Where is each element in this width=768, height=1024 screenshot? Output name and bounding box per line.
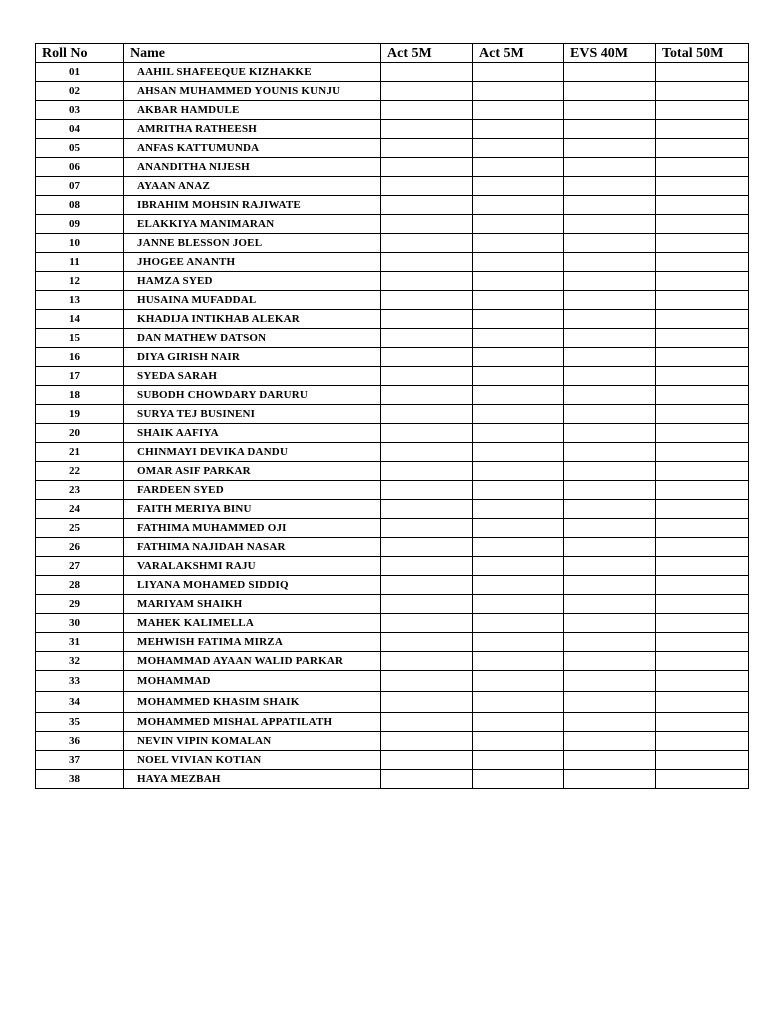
roll-number-cell: 34: [36, 692, 124, 713]
act-2-mark-cell: [473, 770, 564, 789]
table-row: [36, 272, 749, 291]
roll-number-cell: 04: [36, 120, 124, 139]
total-mark-cell: [656, 101, 749, 120]
evs-mark-cell: [564, 713, 656, 732]
table-row: [36, 329, 749, 348]
evs-mark-cell: [564, 177, 656, 196]
roll-number-cell: 37: [36, 751, 124, 770]
student-name-cell: NEVIN VIPIN KOMALAN: [124, 732, 381, 751]
act-2-mark-cell: [473, 120, 564, 139]
act-2-mark-cell: [473, 234, 564, 253]
student-name-cell: JHOGEE ANANTH: [124, 253, 381, 272]
header-evs: EVS 40M: [564, 44, 656, 63]
total-mark-cell: [656, 692, 749, 713]
table-row: [36, 633, 749, 652]
act-1-mark-cell: [381, 310, 473, 329]
act-2-mark-cell: [473, 633, 564, 652]
student-name-cell: AKBAR HAMDULE: [124, 101, 381, 120]
act-2-mark-cell: [473, 732, 564, 751]
student-name-cell: HAYA MEZBAH: [124, 770, 381, 789]
act-2-mark-cell: [473, 614, 564, 633]
evs-mark-cell: [564, 614, 656, 633]
evs-mark-cell: [564, 462, 656, 481]
act-2-mark-cell: [473, 158, 564, 177]
act-1-mark-cell: [381, 253, 473, 272]
act-2-mark-cell: [473, 557, 564, 576]
act-2-mark-cell: [473, 595, 564, 614]
act-2-mark-cell: [473, 272, 564, 291]
act-2-mark-cell: [473, 63, 564, 82]
act-1-mark-cell: [381, 367, 473, 386]
roll-number-cell: 05: [36, 139, 124, 158]
student-name-cell: VARALAKSHMI RAJU: [124, 557, 381, 576]
act-1-mark-cell: [381, 481, 473, 500]
roll-number-cell: 08: [36, 196, 124, 215]
student-name-cell: MEHWISH FATIMA MIRZA: [124, 633, 381, 652]
student-name-cell: MAHEK KALIMELLA: [124, 614, 381, 633]
act-2-mark-cell: [473, 310, 564, 329]
act-2-mark-cell: [473, 215, 564, 234]
student-name-cell: MARIYAM SHAIKH: [124, 595, 381, 614]
act-1-mark-cell: [381, 751, 473, 770]
student-name-cell: MOHAMMED MISHAL APPATILATH: [124, 713, 381, 732]
roll-number-cell: 27: [36, 557, 124, 576]
evs-mark-cell: [564, 215, 656, 234]
table-row: [36, 405, 749, 424]
act-2-mark-cell: [473, 652, 564, 671]
act-2-mark-cell: [473, 253, 564, 272]
evs-mark-cell: [564, 120, 656, 139]
evs-mark-cell: [564, 770, 656, 789]
act-1-mark-cell: [381, 63, 473, 82]
table-row: [36, 82, 749, 101]
total-mark-cell: [656, 158, 749, 177]
act-1-mark-cell: [381, 770, 473, 789]
roll-number-cell: 20: [36, 424, 124, 443]
student-name-cell: NOEL VIVIAN KOTIAN: [124, 751, 381, 770]
roll-number-cell: 02: [36, 82, 124, 101]
act-1-mark-cell: [381, 158, 473, 177]
total-mark-cell: [656, 538, 749, 557]
act-2-mark-cell: [473, 462, 564, 481]
act-1-mark-cell: [381, 500, 473, 519]
total-mark-cell: [656, 120, 749, 139]
total-mark-cell: [656, 63, 749, 82]
table-row: [36, 614, 749, 633]
act-2-mark-cell: [473, 101, 564, 120]
table-row: [36, 595, 749, 614]
total-mark-cell: [656, 633, 749, 652]
evs-mark-cell: [564, 386, 656, 405]
table-row: [36, 120, 749, 139]
roll-number-cell: 28: [36, 576, 124, 595]
total-mark-cell: [656, 424, 749, 443]
table-row: [36, 253, 749, 272]
evs-mark-cell: [564, 732, 656, 751]
act-2-mark-cell: [473, 386, 564, 405]
table-row: [36, 196, 749, 215]
evs-mark-cell: [564, 329, 656, 348]
roll-number-cell: 03: [36, 101, 124, 120]
roll-number-cell: 15: [36, 329, 124, 348]
total-mark-cell: [656, 770, 749, 789]
evs-mark-cell: [564, 291, 656, 310]
student-name-cell: SHAIK AAFIYA: [124, 424, 381, 443]
table-row: [36, 367, 749, 386]
table-row: [36, 310, 749, 329]
total-mark-cell: [656, 329, 749, 348]
roll-number-cell: 36: [36, 732, 124, 751]
table-row: [36, 63, 749, 82]
roll-number-cell: 11: [36, 253, 124, 272]
student-name-cell: AAHIL SHAFEEQUE KIZHAKKE: [124, 63, 381, 82]
evs-mark-cell: [564, 500, 656, 519]
act-2-mark-cell: [473, 751, 564, 770]
total-mark-cell: [656, 751, 749, 770]
student-name-cell: DAN MATHEW DATSON: [124, 329, 381, 348]
header-roll-no: Roll No: [36, 44, 124, 63]
evs-mark-cell: [564, 443, 656, 462]
roll-number-cell: 38: [36, 770, 124, 789]
roll-number-cell: 10: [36, 234, 124, 253]
student-name-cell: DIYA GIRISH NAIR: [124, 348, 381, 367]
student-name-cell: FATHIMA MUHAMMED OJI: [124, 519, 381, 538]
act-1-mark-cell: [381, 462, 473, 481]
act-2-mark-cell: [473, 692, 564, 713]
total-mark-cell: [656, 652, 749, 671]
total-mark-cell: [656, 348, 749, 367]
student-name-cell: IBRAHIM MOHSIN RAJIWATE: [124, 196, 381, 215]
total-mark-cell: [656, 367, 749, 386]
roll-number-cell: 31: [36, 633, 124, 652]
table-row: [36, 519, 749, 538]
act-1-mark-cell: [381, 692, 473, 713]
total-mark-cell: [656, 576, 749, 595]
total-mark-cell: [656, 671, 749, 692]
total-mark-cell: [656, 253, 749, 272]
student-name-cell: MOHAMMAD: [124, 671, 381, 692]
evs-mark-cell: [564, 139, 656, 158]
act-1-mark-cell: [381, 538, 473, 557]
evs-mark-cell: [564, 367, 656, 386]
act-1-mark-cell: [381, 557, 473, 576]
act-1-mark-cell: [381, 732, 473, 751]
table-row: [36, 751, 749, 770]
roll-number-cell: 35: [36, 713, 124, 732]
act-2-mark-cell: [473, 139, 564, 158]
evs-mark-cell: [564, 196, 656, 215]
student-name-cell: FAITH MERIYA BINU: [124, 500, 381, 519]
table-row: [36, 732, 749, 751]
table-row: [36, 158, 749, 177]
total-mark-cell: [656, 481, 749, 500]
header-act-2: Act 5M: [473, 44, 564, 63]
student-name-cell: AHSAN MUHAMMED YOUNIS KUNJU: [124, 82, 381, 101]
table-row: [36, 101, 749, 120]
table-row: [36, 348, 749, 367]
student-name-cell: HUSAINA MUFADDAL: [124, 291, 381, 310]
act-1-mark-cell: [381, 614, 473, 633]
roll-number-cell: 13: [36, 291, 124, 310]
act-2-mark-cell: [473, 291, 564, 310]
evs-mark-cell: [564, 519, 656, 538]
evs-mark-cell: [564, 82, 656, 101]
roll-number-cell: 30: [36, 614, 124, 633]
act-2-mark-cell: [473, 196, 564, 215]
table-row: [36, 576, 749, 595]
act-1-mark-cell: [381, 519, 473, 538]
total-mark-cell: [656, 272, 749, 291]
total-mark-cell: [656, 500, 749, 519]
act-1-mark-cell: [381, 424, 473, 443]
act-1-mark-cell: [381, 671, 473, 692]
table-row: [36, 462, 749, 481]
table-row: [36, 386, 749, 405]
evs-mark-cell: [564, 272, 656, 291]
act-1-mark-cell: [381, 177, 473, 196]
act-1-mark-cell: [381, 652, 473, 671]
act-2-mark-cell: [473, 538, 564, 557]
roll-number-cell: 06: [36, 158, 124, 177]
table-row: [36, 500, 749, 519]
total-mark-cell: [656, 177, 749, 196]
roll-number-cell: 24: [36, 500, 124, 519]
act-2-mark-cell: [473, 329, 564, 348]
act-1-mark-cell: [381, 215, 473, 234]
roll-number-cell: 12: [36, 272, 124, 291]
roll-number-cell: 16: [36, 348, 124, 367]
roll-number-cell: 29: [36, 595, 124, 614]
act-1-mark-cell: [381, 443, 473, 462]
act-2-mark-cell: [473, 443, 564, 462]
act-2-mark-cell: [473, 713, 564, 732]
act-1-mark-cell: [381, 595, 473, 614]
roll-number-cell: 33: [36, 671, 124, 692]
total-mark-cell: [656, 614, 749, 633]
student-name-cell: KHADIJA INTIKHAB ALEKAR: [124, 310, 381, 329]
total-mark-cell: [656, 732, 749, 751]
act-1-mark-cell: [381, 405, 473, 424]
student-name-cell: SYEDA SARAH: [124, 367, 381, 386]
student-name-cell: AYAAN ANAZ: [124, 177, 381, 196]
marks-sheet: [35, 43, 749, 789]
roll-number-cell: 23: [36, 481, 124, 500]
evs-mark-cell: [564, 158, 656, 177]
table-row: [36, 177, 749, 196]
roll-number-cell: 09: [36, 215, 124, 234]
table-row: [36, 538, 749, 557]
act-1-mark-cell: [381, 633, 473, 652]
table-row: [36, 215, 749, 234]
header-name: Name: [124, 44, 381, 63]
act-1-mark-cell: [381, 348, 473, 367]
evs-mark-cell: [564, 557, 656, 576]
roll-number-cell: 19: [36, 405, 124, 424]
student-name-cell: SUBODH CHOWDARY DARURU: [124, 386, 381, 405]
act-2-mark-cell: [473, 348, 564, 367]
total-mark-cell: [656, 557, 749, 576]
table-row: [36, 713, 749, 732]
roll-number-cell: 18: [36, 386, 124, 405]
evs-mark-cell: [564, 101, 656, 120]
header-row: [36, 44, 749, 63]
evs-mark-cell: [564, 310, 656, 329]
evs-mark-cell: [564, 481, 656, 500]
header-act-1: Act 5M: [381, 44, 473, 63]
roll-number-cell: 17: [36, 367, 124, 386]
roll-number-cell: 25: [36, 519, 124, 538]
evs-mark-cell: [564, 253, 656, 272]
act-1-mark-cell: [381, 101, 473, 120]
roll-number-cell: 26: [36, 538, 124, 557]
table-row: [36, 671, 749, 692]
total-mark-cell: [656, 139, 749, 158]
act-1-mark-cell: [381, 272, 473, 291]
total-mark-cell: [656, 443, 749, 462]
evs-mark-cell: [564, 348, 656, 367]
act-2-mark-cell: [473, 82, 564, 101]
student-name-cell: CHINMAYI DEVIKA DANDU: [124, 443, 381, 462]
student-name-cell: JANNE BLESSON JOEL: [124, 234, 381, 253]
evs-mark-cell: [564, 671, 656, 692]
total-mark-cell: [656, 519, 749, 538]
table-row: [36, 443, 749, 462]
evs-mark-cell: [564, 692, 656, 713]
roll-number-cell: 21: [36, 443, 124, 462]
act-1-mark-cell: [381, 386, 473, 405]
student-name-cell: MOHAMMAD AYAAN WALID PARKAR: [124, 652, 381, 671]
table-row: [36, 139, 749, 158]
act-1-mark-cell: [381, 196, 473, 215]
student-name-cell: SURYA TEJ BUSINENI: [124, 405, 381, 424]
act-2-mark-cell: [473, 519, 564, 538]
total-mark-cell: [656, 196, 749, 215]
act-1-mark-cell: [381, 139, 473, 158]
total-mark-cell: [656, 310, 749, 329]
act-1-mark-cell: [381, 329, 473, 348]
act-2-mark-cell: [473, 576, 564, 595]
evs-mark-cell: [564, 652, 656, 671]
table-row: [36, 692, 749, 713]
student-name-cell: FATHIMA NAJIDAH NASAR: [124, 538, 381, 557]
act-2-mark-cell: [473, 367, 564, 386]
act-1-mark-cell: [381, 576, 473, 595]
student-name-cell: FARDEEN SYED: [124, 481, 381, 500]
student-name-cell: MOHAMMED KHASIM SHAIK: [124, 692, 381, 713]
roll-number-cell: 01: [36, 63, 124, 82]
act-2-mark-cell: [473, 405, 564, 424]
evs-mark-cell: [564, 538, 656, 557]
evs-mark-cell: [564, 405, 656, 424]
table-row: [36, 291, 749, 310]
evs-mark-cell: [564, 633, 656, 652]
roll-number-cell: 32: [36, 652, 124, 671]
roll-number-cell: 07: [36, 177, 124, 196]
act-1-mark-cell: [381, 82, 473, 101]
table-row: [36, 652, 749, 671]
total-mark-cell: [656, 462, 749, 481]
act-2-mark-cell: [473, 481, 564, 500]
act-2-mark-cell: [473, 671, 564, 692]
evs-mark-cell: [564, 595, 656, 614]
student-name-cell: OMAR ASIF PARKAR: [124, 462, 381, 481]
act-1-mark-cell: [381, 120, 473, 139]
act-2-mark-cell: [473, 424, 564, 443]
total-mark-cell: [656, 595, 749, 614]
evs-mark-cell: [564, 234, 656, 253]
student-name-cell: LIYANA MOHAMED SIDDIQ: [124, 576, 381, 595]
student-name-cell: HAMZA SYED: [124, 272, 381, 291]
table-row: [36, 481, 749, 500]
act-1-mark-cell: [381, 234, 473, 253]
total-mark-cell: [656, 713, 749, 732]
student-name-cell: ANFAS KATTUMUNDA: [124, 139, 381, 158]
table-row: [36, 770, 749, 789]
evs-mark-cell: [564, 751, 656, 770]
act-2-mark-cell: [473, 500, 564, 519]
evs-mark-cell: [564, 63, 656, 82]
total-mark-cell: [656, 291, 749, 310]
total-mark-cell: [656, 386, 749, 405]
marks-table: [35, 43, 749, 789]
total-mark-cell: [656, 234, 749, 253]
table-row: [36, 234, 749, 253]
table-row: [36, 557, 749, 576]
act-1-mark-cell: [381, 291, 473, 310]
total-mark-cell: [656, 405, 749, 424]
student-name-cell: ANANDITHA NIJESH: [124, 158, 381, 177]
act-2-mark-cell: [473, 177, 564, 196]
roll-number-cell: 22: [36, 462, 124, 481]
header-total: Total 50M: [656, 44, 749, 63]
act-1-mark-cell: [381, 713, 473, 732]
total-mark-cell: [656, 215, 749, 234]
evs-mark-cell: [564, 424, 656, 443]
evs-mark-cell: [564, 576, 656, 595]
student-name-cell: AMRITHA RATHEESH: [124, 120, 381, 139]
student-rows: [36, 63, 749, 789]
total-mark-cell: [656, 82, 749, 101]
table-row: [36, 424, 749, 443]
student-name-cell: ELAKKIYA MANIMARAN: [124, 215, 381, 234]
roll-number-cell: 14: [36, 310, 124, 329]
